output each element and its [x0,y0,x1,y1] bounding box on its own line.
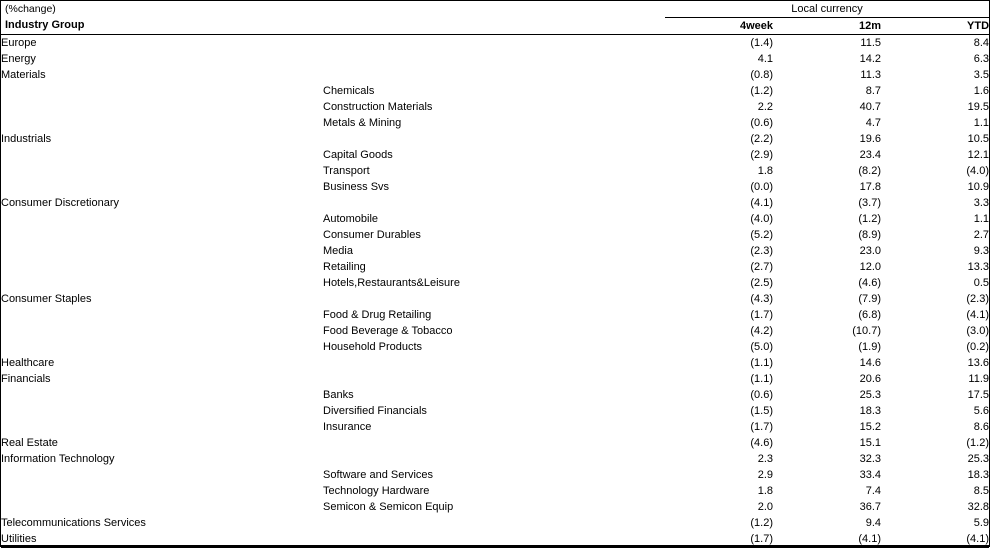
row-subgroup-label: Food & Drug Retailing [323,308,432,321]
table-row [1,99,989,115]
table-row [1,275,989,291]
row-value-ytd: 12.1 [967,148,990,161]
row-subgroup-label: Construction Materials [323,100,433,113]
row-value-12m: 23.4 [859,148,881,161]
row-value-12m: (7.9) [858,292,881,305]
row-group-label [1,227,323,243]
row-value-ytd: 8.5 [973,484,990,497]
row-value-4week: (2.9) [750,148,773,161]
row-value-4week: (1.2) [750,516,773,529]
row-group-label [1,499,323,515]
table-body [1,1,989,548]
row-value-12m: 15.2 [859,420,881,433]
row-group-label [1,419,323,435]
row-subgroup-label: Media [323,244,353,257]
row-value-4week: (0.0) [750,180,773,193]
row-value-12m: 32.3 [859,452,881,465]
row-value-12m: 15.1 [859,436,881,449]
row-value-ytd: 6.3 [973,52,990,65]
row-value-12m: 23.0 [859,244,881,257]
row-value-ytd: 3.5 [973,68,990,81]
table-row [1,179,989,195]
row-group-label [1,387,323,403]
row-subgroup-label [323,371,665,387]
row-subgroup-label [323,435,665,451]
row-value-12m: (10.7) [852,324,881,337]
table-row [1,227,989,243]
row-value-12m: 14.2 [859,52,881,65]
row-group-label [1,275,323,291]
row-value-12m: 33.4 [859,468,881,481]
row-value-4week: (1.7) [750,420,773,433]
row-subgroup-label: Metals & Mining [323,116,402,129]
table-row [1,243,989,259]
row-value-4week: (4.6) [750,436,773,449]
row-value-ytd: (3.0) [966,324,990,337]
row-group-label: Energy [1,52,36,65]
row-value-ytd: 9.3 [973,244,990,257]
table-row [1,403,989,419]
row-value-ytd: 3.3 [973,196,990,209]
row-value-ytd: (1.2) [966,436,990,449]
table-row [1,355,989,371]
row-value-ytd: 1.1 [973,212,990,225]
column-header-ytd: YTD [881,18,989,35]
row-group-label: Consumer Discretionary [1,196,119,209]
row-value-4week: (1.7) [750,308,773,321]
row-value-4week: 1.8 [757,164,773,177]
row-subgroup-label [323,515,665,531]
table-row [1,131,989,147]
table-row [1,387,989,403]
row-value-ytd: 13.3 [967,260,990,273]
row-value-12m: (4.6) [858,276,881,289]
row-subgroup-label [323,131,665,147]
industry-group-header: Industry Group [1,18,323,35]
table-row [1,371,989,387]
row-value-4week: 2.0 [757,500,773,513]
row-group-label: Industrials [1,132,52,145]
table-row [1,499,989,515]
row-subgroup-label: Retailing [323,260,366,273]
row-subgroup-label: Consumer Durables [323,228,421,241]
change-label: (%change) [5,2,56,15]
row-value-ytd: 10.9 [967,180,990,193]
row-value-12m: (6.8) [858,308,881,321]
row-group-label [1,163,323,179]
row-value-ytd: 8.4 [973,36,990,49]
row-value-ytd: 32.8 [967,500,990,513]
row-value-12m: 11.5 [860,36,881,49]
row-subgroup-label: Capital Goods [323,148,393,161]
table-row [1,83,989,99]
row-subgroup-label: Software and Services [323,468,434,481]
row-value-ytd: 10.5 [967,132,990,145]
row-group-label: Real Estate [1,436,58,449]
row-subgroup-label: Banks [323,388,354,401]
row-value-12m: 11.3 [860,68,881,81]
row-value-ytd: (4.1) [966,308,990,321]
row-subgroup-label [323,451,665,467]
row-subgroup-label: Insurance [323,420,372,433]
row-value-12m: (8.2) [858,164,881,177]
row-value-ytd: 19.5 [967,100,990,113]
row-group-label [1,467,323,483]
row-value-4week: (0.6) [750,388,773,401]
row-value-ytd: 1.1 [973,116,990,129]
row-value-12m: 12.0 [859,260,881,273]
bottom-border [1,545,989,546]
row-value-12m: 8.7 [865,84,881,97]
row-value-ytd: (4.1) [881,531,989,548]
row-value-4week: (1.1) [750,356,773,369]
row-group-label [1,147,323,163]
table-row [1,515,989,531]
row-group-label [1,99,323,115]
row-value-4week: (1.2) [750,84,773,97]
row-group-label: Materials [1,68,46,81]
row-subgroup-label: Semicon & Semicon Equip [323,500,454,513]
row-value-12m: (3.7) [858,196,881,209]
row-group-label [1,483,323,499]
row-value-4week: (5.0) [750,340,773,353]
row-value-4week: (2.3) [750,244,773,257]
row-value-ytd: 0.5 [973,276,990,289]
row-value-ytd: 25.3 [967,452,990,465]
row-value-4week: (4.3) [750,292,773,305]
row-group-label [1,115,323,131]
row-value-4week: 2.2 [757,100,773,113]
row-value-12m: 36.7 [859,500,881,513]
table-row [1,467,989,483]
row-value-ytd: 13.6 [967,356,990,369]
row-value-4week: (0.6) [750,116,773,129]
row-group-label [1,403,323,419]
row-value-12m: (1.9) [858,340,881,353]
row-value-4week: (2.7) [750,260,773,273]
row-value-4week: 2.9 [757,468,773,481]
row-group-label: Utilities [1,531,323,548]
row-subgroup-label [323,35,665,52]
table-row [1,35,989,52]
row-subgroup-label: Automobile [323,212,379,225]
row-value-12m: 20.6 [859,372,881,385]
row-value-ytd: 8.6 [973,420,990,433]
row-value-12m: 18.3 [859,404,881,417]
row-value-ytd: 18.3 [967,468,990,481]
row-value-ytd: 1.6 [973,84,990,97]
row-value-4week: (2.5) [750,276,773,289]
spacer-cell [323,1,665,18]
row-subgroup-label [323,51,665,67]
row-value-ytd: (0.2) [966,340,990,353]
table-row [1,419,989,435]
table-row [1,323,989,339]
row-group-label [1,307,323,323]
row-value-4week: 1.8 [757,484,773,497]
table-row [1,339,989,355]
row-value-4week: (1.7) [665,531,773,548]
table-row [1,291,989,307]
column-header-4week: 4week [665,18,773,35]
row-value-ytd: 17.5 [967,388,990,401]
row-value-12m: (1.2) [858,212,881,225]
row-group-label: Europe [1,36,37,49]
row-subgroup-label: Diversified Financials [323,404,427,417]
header-row-change [1,1,989,18]
row-group-label [1,179,323,195]
row-value-ytd: 5.9 [973,516,990,529]
table-row [1,307,989,323]
row-value-4week: (4.0) [750,212,773,225]
row-value-12m: 9.4 [865,516,881,529]
row-value-4week: (1.5) [750,404,773,417]
table-row [1,51,989,67]
row-value-4week: (2.2) [750,132,773,145]
row-group-label [1,83,323,99]
row-group-label [1,323,323,339]
table-row [1,67,989,83]
table-row [1,147,989,163]
row-subgroup-label [323,291,665,307]
row-value-ytd: (4.0) [966,164,990,177]
row-subgroup-label: Household Products [323,340,423,353]
row-subgroup-label: Technology Hardware [323,484,430,497]
row-group-label [1,243,323,259]
row-value-4week: (4.1) [750,196,773,209]
row-group-label: Consumer Staples [1,292,92,305]
row-value-12m: 7.4 [865,484,881,497]
row-value-4week: (4.2) [750,324,773,337]
row-subgroup-label: Transport [323,164,370,177]
row-value-12m: 14.6 [859,356,881,369]
row-value-12m: 17.8 [859,180,881,193]
table-row [1,435,989,451]
row-subgroup-label: Business Svs [323,180,390,193]
row-value-ytd: 11.9 [968,372,990,385]
row-value-4week: (1.1) [750,372,773,385]
row-value-4week: (0.8) [750,68,773,81]
spacer-cell [323,18,665,35]
table-row [1,115,989,131]
row-value-12m: 40.7 [859,100,881,113]
industry-performance-table [1,1,989,548]
row-value-12m: 25.3 [859,388,881,401]
row-value-4week: (1.4) [750,36,773,49]
row-group-label: Telecommunications Services [1,516,146,529]
row-group-label: Financials [1,372,51,385]
row-value-12m: 4.7 [865,116,881,129]
row-value-ytd: (2.3) [966,292,990,305]
table-row [1,451,989,467]
row-subgroup-label [323,195,665,211]
row-group-label [1,211,323,227]
row-group-label: Healthcare [1,356,55,369]
row-value-4week: 4.1 [757,52,773,65]
table-row [1,483,989,499]
row-subgroup-label [323,355,665,371]
row-value-12m: 19.6 [859,132,881,145]
row-value-ytd: 5.6 [973,404,990,417]
row-group-label: Information Technology [1,452,115,465]
row-subgroup-label [323,67,665,83]
table-row [1,195,989,211]
header-row-columns [1,18,989,35]
row-group-label [1,259,323,275]
row-value-4week: (5.2) [750,228,773,241]
row-subgroup-label: Chemicals [323,84,375,97]
column-header-12m: 12m [773,18,881,35]
row-subgroup-label: Food Beverage & Tobacco [323,324,453,337]
row-value-4week: 2.3 [757,452,773,465]
row-value-12m: (8.9) [858,228,881,241]
row-group-label [1,339,323,355]
row-subgroup-label: Hotels,Restaurants&Leisure [323,276,460,289]
row-value-ytd: 2.7 [973,228,990,241]
table-row [1,211,989,227]
row-value-12m: (4.1) [773,531,881,548]
table-row [1,163,989,179]
local-currency-header: Local currency [665,1,989,18]
table-row [1,259,989,275]
